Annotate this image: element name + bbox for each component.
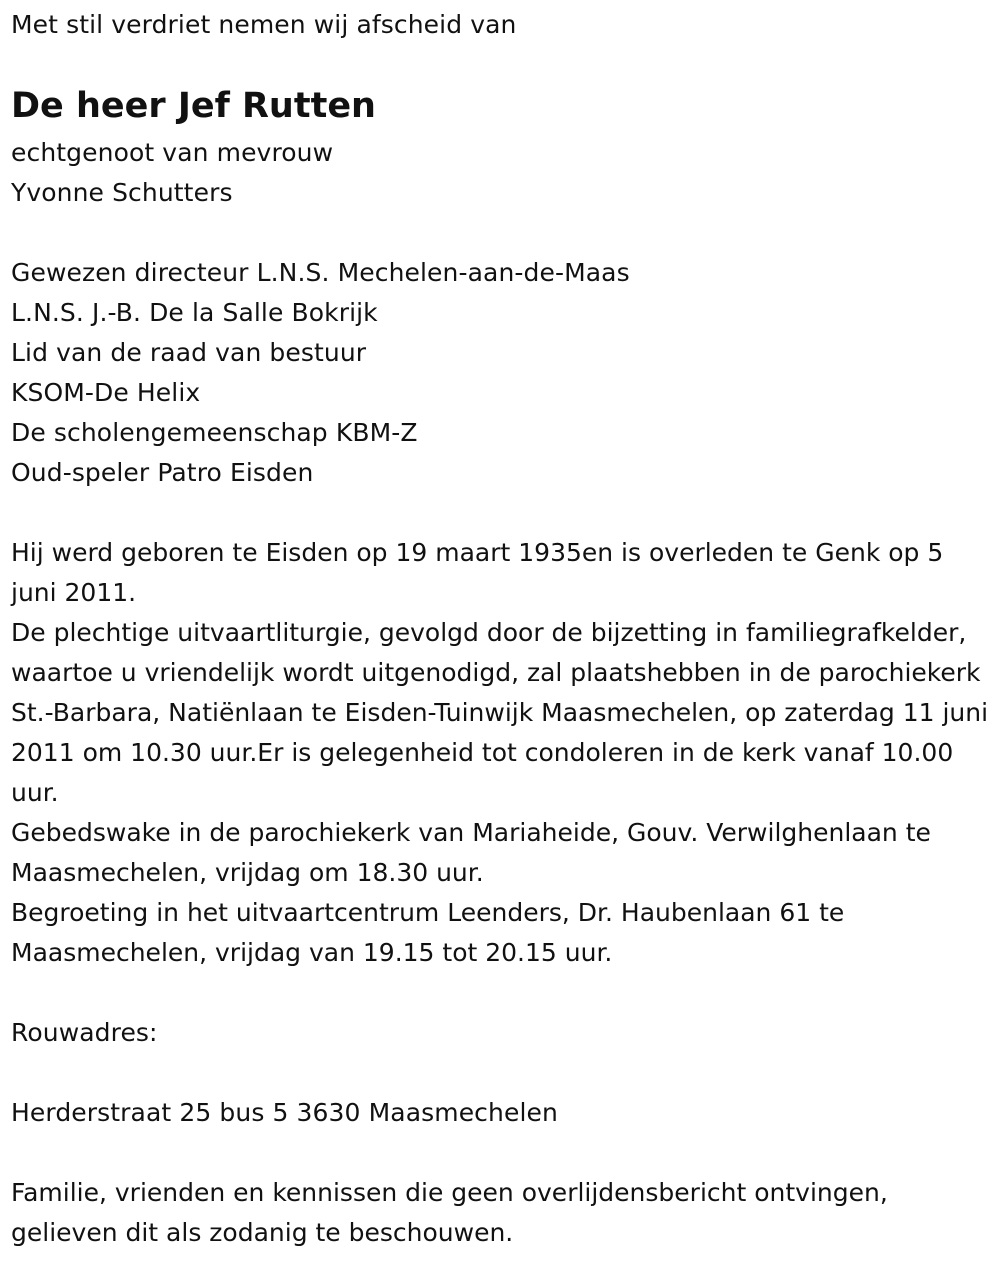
closing-block xyxy=(11,1173,996,1253)
function-item: De scholengemeenschap KBM-Z xyxy=(11,418,418,447)
rouwadres-address: Herderstraat 25 bus 5 3630 Maasmechelen xyxy=(11,1098,558,1127)
function-item: L.N.S. J.-B. De la Salle Bokrijk xyxy=(11,298,378,327)
functions-list xyxy=(11,253,630,493)
details-paragraphs xyxy=(11,533,996,973)
intro-text: Met stil verdriet nemen wij afscheid van xyxy=(11,10,517,39)
wake-paragraph: Gebedswake in de parochiekerk van Mariaheide, Gouv. Verwilghenlaan te Maasmechelen, vrijdag om 18.30 uur. xyxy=(11,818,931,887)
function-item: Lid van de raad van bestuur xyxy=(11,338,367,367)
birth-death-paragraph: Hij werd geboren te Eisden op 19 maart 1935en is overleden te Genk op 5 juni 2011. xyxy=(11,538,944,607)
closing-text: Familie, vrienden en kennissen die geen overlijdensbericht ontvingen, gelieven dit als zodanig te beschouwen. xyxy=(11,1178,888,1247)
spouse-line-1: echtgenoot van mevrouw xyxy=(11,138,334,167)
spouse-line-2: Yvonne Schutters xyxy=(11,178,233,207)
deceased-name: De heer Jef Rutten xyxy=(11,86,376,126)
funeral-paragraph: De plechtige uitvaartliturgie, gevolgd door de bijzetting in familiegrafkelder, waartoe u vriendelijk wordt uitgenodigd, zal plaatshebben in de parochiekerk St.-Barbara, Natiënlaan te Eisden-Tuinwijk Maasmechelen, op zaterdag 11 juni 2011 om 10.30 uur.Er is gelegenheid tot condoleren in de kerk vanaf 10.00 uur. xyxy=(11,618,989,807)
spouse-block xyxy=(11,133,333,213)
rouwadres-label: Rouwadres: xyxy=(11,1018,158,1047)
function-item: KSOM-De Helix xyxy=(11,378,201,407)
function-item: Gewezen directeur L.N.S. Mechelen-aan-de-Maas xyxy=(11,258,630,287)
greeting-paragraph: Begroeting in het uitvaartcentrum Leenders, Dr. Haubenlaan 61 te Maasmechelen, vrijdag van 19.15 tot 20.15 uur. xyxy=(11,898,845,967)
function-item: Oud-speler Patro Eisden xyxy=(11,458,314,487)
